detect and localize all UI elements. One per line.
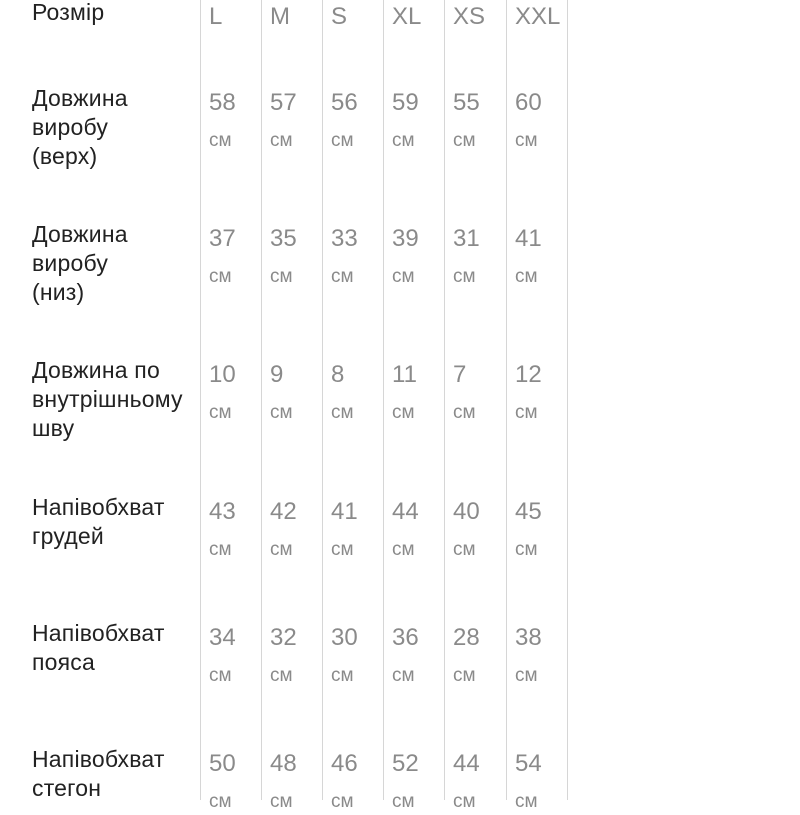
size-header-xl: XL <box>392 3 422 30</box>
size-header-l: L <box>209 3 223 30</box>
measurement-unit: см <box>209 791 232 812</box>
measurement-unit: см <box>392 402 415 423</box>
measurement-value: 41 <box>331 498 358 525</box>
measurement-unit: см <box>515 266 538 287</box>
column-divider <box>200 0 201 800</box>
measurement-cell <box>331 623 358 689</box>
measurement-cell <box>209 749 236 815</box>
measurement-unit: см <box>270 266 293 287</box>
measurement-value: 58 <box>209 89 236 116</box>
measurement-value: 32 <box>270 624 297 651</box>
measurement-cell <box>453 623 480 689</box>
measurement-unit: см <box>270 665 293 686</box>
measurement-unit: см <box>453 266 476 287</box>
measurement-unit: см <box>453 539 476 560</box>
measurement-value: 11 <box>392 361 417 388</box>
measurement-cell <box>515 224 542 290</box>
measurement-cell <box>453 88 480 154</box>
measurement-unit: см <box>453 402 476 423</box>
measurement-unit: см <box>209 665 232 686</box>
measurement-cell <box>270 497 297 563</box>
measurement-cell <box>392 360 417 426</box>
measurement-value: 45 <box>515 498 542 525</box>
measurement-cell <box>453 224 480 290</box>
measurement-value: 12 <box>515 361 542 388</box>
measurement-unit: см <box>270 539 293 560</box>
column-divider <box>506 0 507 800</box>
measurement-unit: см <box>209 266 232 287</box>
measurement-value: 60 <box>515 89 542 116</box>
measurement-value: 7 <box>453 361 467 388</box>
measurement-cell <box>209 497 236 563</box>
measurement-unit: см <box>331 539 354 560</box>
measurement-unit: см <box>515 791 538 812</box>
row-label: Напівобхват грудей <box>32 494 165 549</box>
measurement-cell <box>392 623 419 689</box>
measurement-value: 44 <box>453 750 480 777</box>
measurement-unit: см <box>331 791 354 812</box>
measurement-value: 56 <box>331 89 358 116</box>
measurement-unit: см <box>515 665 538 686</box>
measurement-value: 57 <box>270 89 297 116</box>
measurement-unit: см <box>331 266 354 287</box>
size-header-s: S <box>331 3 348 30</box>
measurement-cell <box>270 623 297 689</box>
measurement-value: 43 <box>209 498 236 525</box>
measurement-cell <box>392 749 419 815</box>
row-label: Напівобхват пояса <box>32 620 165 675</box>
measurement-unit: см <box>331 130 354 151</box>
column-divider <box>567 0 568 800</box>
measurement-cell <box>331 88 358 154</box>
measurement-unit: см <box>392 130 415 151</box>
measurement-cell <box>453 497 480 563</box>
measurement-unit: см <box>453 130 476 151</box>
measurement-value: 50 <box>209 750 236 777</box>
measurement-value: 42 <box>270 498 297 525</box>
measurement-value: 52 <box>392 750 419 777</box>
measurement-unit: см <box>270 402 293 423</box>
measurement-cell <box>392 224 419 290</box>
measurement-value: 30 <box>331 624 358 651</box>
column-divider <box>383 0 384 800</box>
measurement-cell <box>209 224 236 290</box>
measurement-unit: см <box>270 791 293 812</box>
measurement-cell <box>270 360 293 426</box>
measurement-value: 35 <box>270 225 297 252</box>
measurement-value: 48 <box>270 750 297 777</box>
measurement-cell <box>209 360 236 426</box>
size-header-xxl: XXL <box>515 3 561 30</box>
measurement-cell <box>331 749 358 815</box>
measurement-unit: см <box>209 130 232 151</box>
measurement-value: 38 <box>515 624 542 651</box>
measurement-cell <box>270 224 297 290</box>
measurement-cell <box>270 749 297 815</box>
measurement-value: 36 <box>392 624 419 651</box>
measurement-value: 31 <box>453 225 480 252</box>
measurement-cell <box>331 497 358 563</box>
measurement-unit: см <box>209 402 232 423</box>
measurement-value: 54 <box>515 750 542 777</box>
measurement-value: 8 <box>331 361 345 388</box>
measurement-unit: см <box>515 539 538 560</box>
measurement-cell <box>515 623 542 689</box>
measurement-value: 10 <box>209 361 236 388</box>
measurement-value: 44 <box>392 498 419 525</box>
measurement-cell <box>331 224 358 290</box>
measurement-unit: см <box>209 539 232 560</box>
measurement-cell <box>392 88 419 154</box>
row-label: Довжина виробу (верх) <box>32 85 128 169</box>
measurement-unit: см <box>392 539 415 560</box>
measurement-unit: см <box>515 130 538 151</box>
measurement-unit: см <box>453 665 476 686</box>
measurement-cell <box>331 360 354 426</box>
measurement-unit: см <box>392 665 415 686</box>
measurement-cell <box>392 497 419 563</box>
measurement-unit: см <box>331 665 354 686</box>
column-divider <box>322 0 323 800</box>
measurement-cell <box>453 360 476 426</box>
measurement-cell <box>209 623 236 689</box>
measurement-value: 28 <box>453 624 480 651</box>
column-divider <box>261 0 262 800</box>
measurement-cell <box>515 88 542 154</box>
measurement-cell <box>209 88 236 154</box>
measurement-unit: см <box>453 791 476 812</box>
size-header-label: Розмір <box>32 0 105 25</box>
measurement-value: 41 <box>515 225 542 252</box>
measurement-value: 33 <box>331 225 358 252</box>
measurement-cell <box>515 360 542 426</box>
size-header-xs: XS <box>453 3 486 30</box>
measurement-cell <box>515 497 542 563</box>
measurement-unit: см <box>270 130 293 151</box>
column-divider <box>444 0 445 800</box>
measurement-value: 37 <box>209 225 236 252</box>
measurement-unit: см <box>515 402 538 423</box>
measurement-value: 55 <box>453 89 480 116</box>
measurement-value: 46 <box>331 750 358 777</box>
measurement-value: 39 <box>392 225 419 252</box>
measurement-value: 40 <box>453 498 480 525</box>
measurement-cell <box>270 88 297 154</box>
measurement-unit: см <box>392 791 415 812</box>
measurement-cell <box>453 749 480 815</box>
row-label: Довжина виробу (низ) <box>32 221 128 305</box>
measurement-value: 9 <box>270 361 284 388</box>
row-label: Напівобхват стегон <box>32 746 165 801</box>
size-header-m: M <box>270 3 290 30</box>
measurement-unit: см <box>331 402 354 423</box>
measurement-value: 34 <box>209 624 236 651</box>
measurement-cell <box>515 749 542 815</box>
row-label: Довжина по внутрішньому шву <box>32 357 183 441</box>
measurement-unit: см <box>392 266 415 287</box>
measurement-value: 59 <box>392 89 419 116</box>
